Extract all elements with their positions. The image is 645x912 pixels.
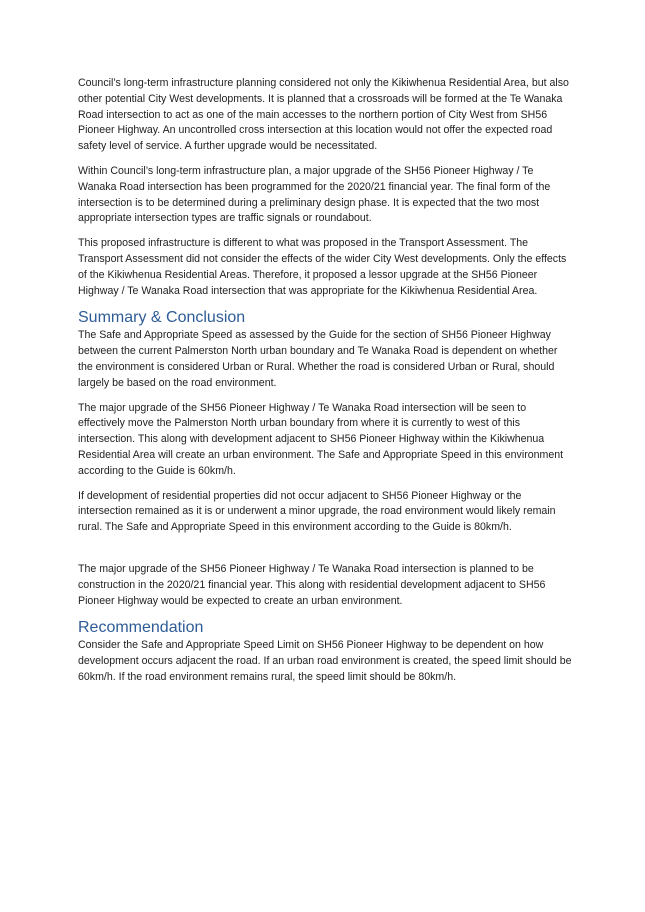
intro-paragraph-2: Within Council’s long-term infrastructure plan, a major upgrade of the SH56 Pioneer Highway / Te Wanaka Road intersection has been programmed for the 2020/21 financial year. The final form of the intersection is to be determined during a preliminary design phase. It is expected that the two most appropriate intersection types are traffic signals or roundabout. [78,164,551,225]
summary-heading: Summary & Conclusion [78,309,246,327]
blank-line [78,545,573,562]
summary-paragraph-2: The major upgrade of the SH56 Pioneer Highway / Te Wanaka Road intersection will be seen to effectively move the Palmerston North urban boundary from where it is currently to west of this intersection. This along with development adjacent to SH56 Pioneer Highway within the Kikiwhenua Residential Area will create an urban environment. The Safe and Appropriate Speed in this environment according to the Guide is 60km/h. [78,401,564,477]
summary-paragraph-3: If development of residential properties did not occur adjacent to SH56 Pioneer Highway or the intersection remained as it is or underwent a minor upgrade, the road environment would likely remain rural. The Safe and Appropriate Speed in this environment according to the Guide is 80km/h. [78,489,556,534]
summary-paragraph-4: The major upgrade of the SH56 Pioneer Highway / Te Wanaka Road intersection is planned to be construction in the 2020/21 financial year. This along with residential development adjacent to SH56 Pioneer Highway would be expected to create an urban environment. [78,562,546,607]
document-page [78,76,573,695]
recommendation-paragraph: Consider the Safe and Appropriate Speed Limit on SH56 Pioneer Highway to be dependent on how development occurs adjacent the road. If an urban road environment is created, the speed limit should be 60km/h. If the road environment remains rural, the speed limit should be 80km/h. [78,639,572,683]
summary-paragraph-1: The Safe and Appropriate Speed as assessed by the Guide for the section of SH56 Pioneer Highway between the current Palmerston North urban boundary and Te Wanaka Road is dependent on whether the environment is considered Urban or Rural. Whether the road is considered Urban or Rural, should largely be based on the road environment. [78,329,558,389]
intro-paragraph-3: This proposed infrastructure is different to what was proposed in the Transport Assessment. The Transport Assessment did not consider the effects of the wider City West developments. Only the effects of the Kikiwhenua Residential Areas. Therefore, it proposed a lessor upgrade at the SH56 Pioneer Highway / Te Wanaka Road intersection that was appropriate for the Kikiwhenua Residential Area. [78,237,567,297]
intro-paragraph-1: Council’s long-term infrastructure planning considered not only the Kikiwhenua Residential Area, but also other potential City West developments. It is planned that a crossroads will be formed at the Te Wanaka Road intersection to act as one of the main accesses to the northern portion of City West from SH56 Pioneer Highway. An uncontrolled cross intersection at this location would not offer the expected road safety level of service. A further upgrade would be necessitated. [78,77,569,153]
recommendation-heading: Recommendation [78,619,204,637]
